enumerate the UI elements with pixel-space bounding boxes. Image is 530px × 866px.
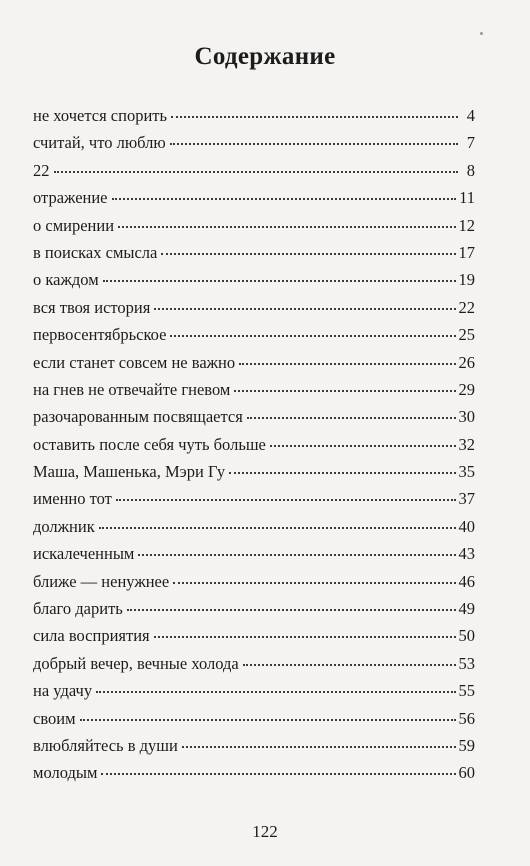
toc-entry (33, 458, 475, 485)
dot-leader (173, 582, 455, 584)
toc-entry-title: должник (33, 516, 95, 536)
toc-entry (33, 403, 475, 430)
toc-entry-page: 19 (458, 270, 475, 290)
dot-leader (54, 171, 459, 173)
dot-leader (80, 719, 456, 721)
toc-entry (33, 184, 475, 211)
toc-entry-page: 12 (458, 215, 475, 235)
dot-leader (101, 773, 455, 775)
dot-leader (247, 417, 456, 419)
toc-entry-title: на удачу (33, 681, 93, 701)
toc-entry (33, 266, 475, 293)
dot-leader (170, 335, 455, 337)
toc-entry-title: своим (33, 708, 76, 728)
toc-entry-title: именно тот (33, 489, 112, 509)
dot-leader (161, 253, 455, 255)
toc-entry-page: 25 (458, 325, 475, 345)
toc-entry-page: 26 (458, 352, 475, 372)
toc-entry-title: влюбляйтесь в души (33, 735, 178, 755)
toc-entry-page: 35 (458, 462, 475, 482)
dot-leader (103, 280, 456, 282)
dot-leader (270, 445, 456, 447)
toc-entry-page: 29 (458, 379, 475, 399)
toc-entry-title: в поисках смысла (33, 242, 158, 262)
toc-entry (33, 376, 475, 403)
toc-entry (33, 157, 475, 184)
toc-entry-page: 46 (458, 571, 475, 591)
toc-entry-title: о смирении (33, 215, 115, 235)
toc-entry (33, 705, 475, 732)
dot-leader (127, 609, 456, 611)
toc-entry-title: о каждом (33, 270, 99, 290)
toc-entry-title: 22 (33, 160, 50, 180)
dot-leader (154, 308, 455, 310)
toc-entry (33, 349, 475, 376)
toc-entry-title: ближе — ненужнее (33, 571, 170, 591)
toc-entry (33, 568, 475, 595)
dot-leader (154, 636, 456, 638)
toc-entry-title: добрый вечер, вечные холода (33, 653, 239, 673)
toc-entry-title: отражение (33, 188, 108, 208)
toc-entry-page: 11 (459, 188, 475, 208)
toc-entry-page: 40 (458, 516, 475, 536)
toc-entry-page: 60 (458, 763, 475, 783)
toc-entry (33, 540, 475, 567)
toc-entry-page: 32 (458, 434, 475, 454)
toc-entry-title: разочарованным посвящается (33, 407, 243, 427)
toc-entry (33, 650, 475, 677)
toc-entry (33, 732, 475, 759)
toc-entry (33, 595, 475, 622)
dot-leader (138, 554, 455, 556)
toc-entry (33, 513, 475, 540)
toc-entry (33, 212, 475, 239)
toc-entry (33, 239, 475, 266)
dot-leader (96, 691, 455, 693)
toc-entry (33, 321, 475, 348)
toc-entry-page: 17 (458, 242, 475, 262)
toc-entry-title: не хочется спорить (33, 106, 168, 125)
toc-entry-title: молодым (33, 763, 98, 783)
toc-entry-title: вся твоя история (33, 297, 151, 317)
dot-leader (182, 746, 456, 748)
toc-entry-page: 4 (466, 106, 475, 125)
dot-leader (116, 499, 456, 501)
toc-entry (33, 759, 475, 786)
toc-entry-page: 43 (458, 544, 475, 564)
paper-speck (480, 32, 483, 35)
toc-entry-page: 50 (458, 626, 475, 646)
toc-entry-page: 30 (458, 407, 475, 427)
toc-entry (33, 431, 475, 458)
toc-entry-title: благо дарить (33, 599, 123, 619)
toc-entry-page: 55 (458, 681, 475, 701)
toc-entry-title: оставить после себя чуть больше (33, 434, 266, 454)
toc-entry-title: искалеченным (33, 544, 135, 564)
dot-leader (234, 390, 455, 392)
toc-entry-title: сила восприятия (33, 626, 150, 646)
toc-entry-title: первосентябрьское (33, 325, 167, 345)
dot-leader (99, 527, 456, 529)
toc-entry-page: 49 (458, 599, 475, 619)
toc-entry-title: Маша, Машенька, Мэри Гу (33, 462, 226, 482)
toc-entry-page: 59 (458, 735, 475, 755)
dot-leader (112, 198, 457, 200)
dot-leader (229, 472, 455, 474)
dot-leader (171, 116, 458, 118)
page-title: Содержание (194, 42, 336, 70)
toc-entry-page: 37 (458, 489, 475, 509)
page-number: 122 (252, 822, 278, 841)
toc-entry-page: 22 (458, 297, 475, 317)
toc-entry-title: на гнев не отвечайте гневом (33, 379, 231, 399)
toc-entry (33, 622, 475, 649)
toc-entry-page: 56 (458, 708, 475, 728)
toc-entry (33, 294, 475, 321)
dot-leader (170, 143, 458, 145)
dot-leader (239, 363, 455, 365)
toc-entry-title: считай, что люблю (33, 133, 166, 153)
toc-entry-page: 8 (466, 160, 475, 180)
dot-leader (118, 226, 455, 228)
dot-leader (243, 664, 456, 666)
table-of-contents (33, 102, 475, 787)
toc-entry (33, 677, 475, 704)
toc-entry-page: 7 (466, 133, 475, 153)
toc-entry (33, 129, 475, 156)
toc-entry (33, 485, 475, 512)
toc-entry-title: если станет совсем не важно (33, 352, 236, 372)
toc-entry (33, 102, 475, 129)
toc-entry-page: 53 (458, 653, 475, 673)
